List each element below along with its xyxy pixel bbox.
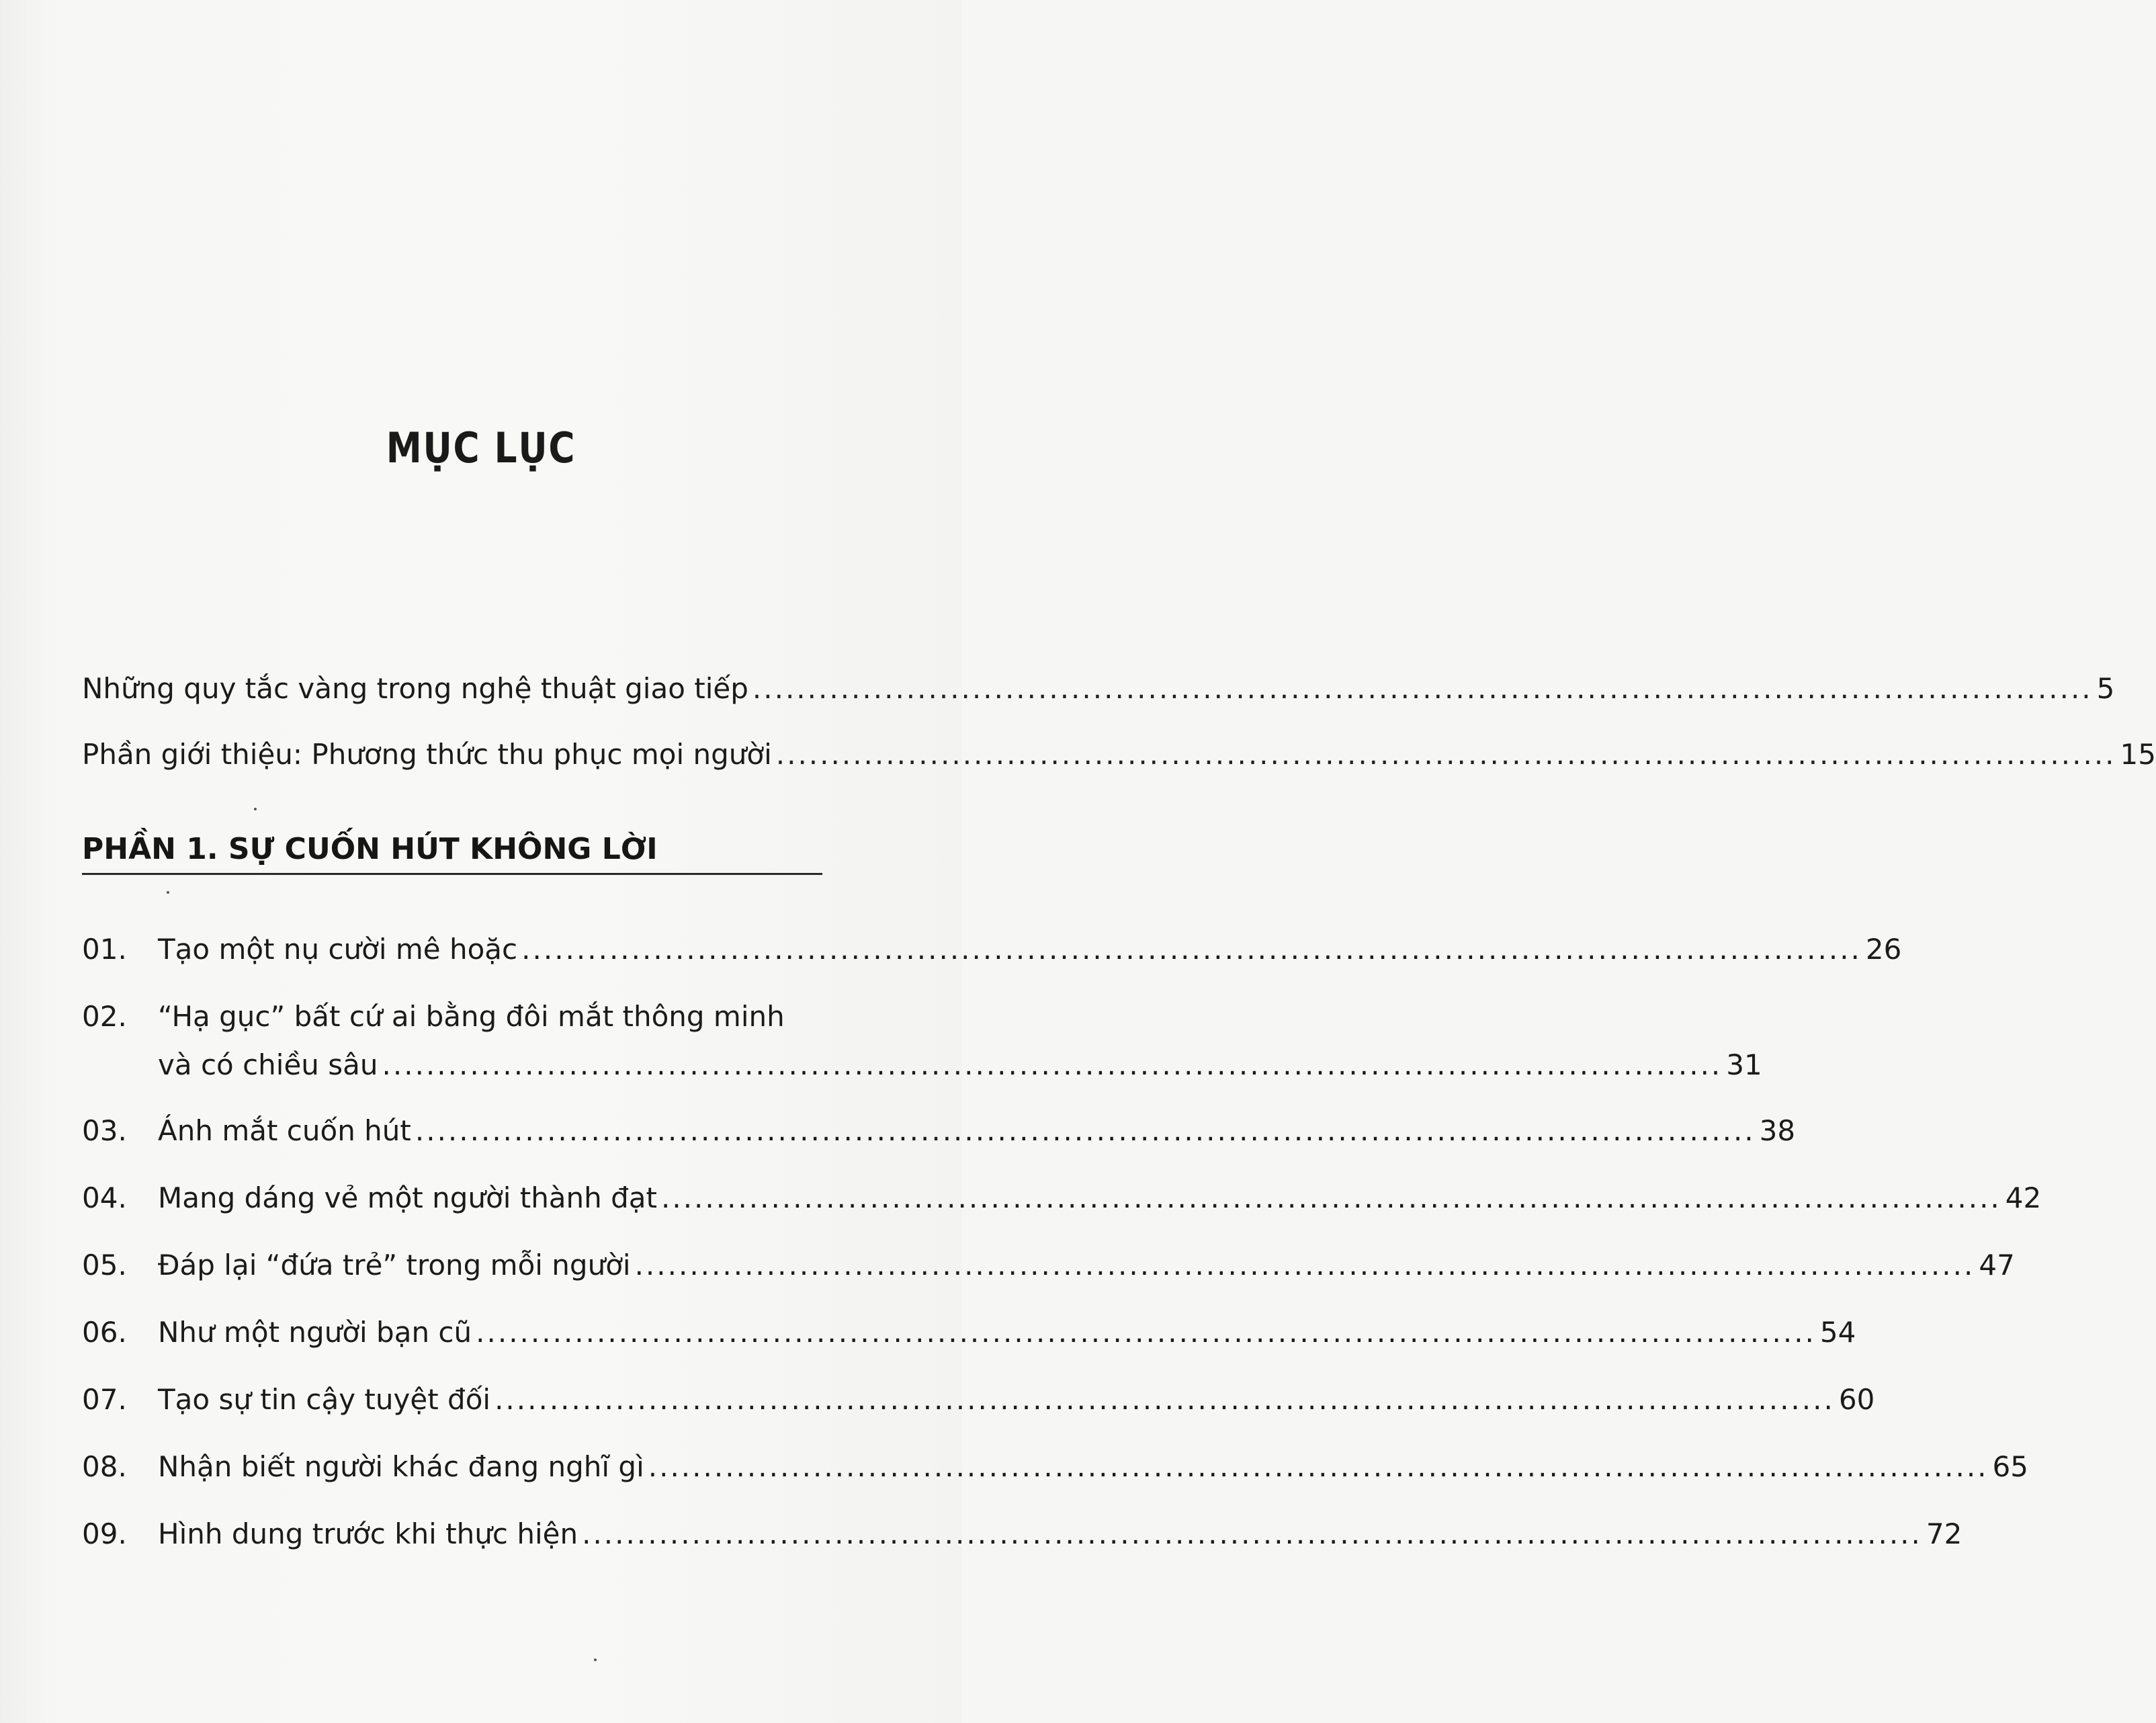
leader-dots: .......................................................................................................................... [648,1450,1989,1483]
toc-page-number: 31 [1726,1048,1762,1081]
toc-entry-number: 06. [82,1316,127,1349]
toc-entry-label: Hình dung trước khi thực hiện [158,1517,578,1550]
toc-entry-number: 04. [82,1181,127,1214]
leader-dots: .......................................................................................................................... [661,1181,2001,1214]
toc-entry-label-line1: “Hạ gục” bất cứ ai bằng đôi mắt thông minh [158,1000,785,1033]
toc-page-number: 38 [1759,1114,1796,1147]
toc-page-number: 72 [1926,1517,1963,1550]
toc-entry-label-line2: và có chiều sâu [158,1048,378,1081]
toc-entry-number: 02. [82,1000,127,1033]
toc-entry-number: 01. [82,933,127,966]
leader-dots: .......................................................................................................................... [775,738,2116,771]
paper-speck [167,891,169,894]
leader-dots: .......................................................................................................................... [382,1048,1723,1081]
toc-entry-number: 09. [82,1517,127,1550]
toc-entry-number: 08. [82,1450,127,1483]
toc-entry-label: Tạo một nụ cười mê hoặc [158,933,518,966]
toc-page-number: 60 [1838,1383,1875,1416]
toc-page-number: 42 [2005,1181,2042,1214]
toc-entry-number: 07. [82,1383,127,1416]
leader-dots: .......................................................................................................................... [494,1383,1835,1416]
toc-entry-label: Tạo sự tin cậy tuyệt đối [158,1383,491,1416]
toc-page-number: 5 [2096,672,2115,705]
toc-entry-number: 03. [82,1114,127,1147]
toc-page-number: 15 [2120,738,2156,771]
leader-dots: .......................................................................................................................... [476,1316,1816,1349]
paper-speck [594,1658,597,1661]
toc-page-number: 47 [1979,1249,2015,1281]
leader-dots: .......................................................................................................................... [415,1114,1756,1147]
paper-speck [254,808,257,810]
toc-intro-preface [82,738,2156,771]
toc-entry-label: Nhận biết người khác đang nghĩ gì [158,1450,644,1483]
toc-page-number: 65 [1992,1450,2028,1483]
toc-entry-label: Mang dáng vẻ một người thành đạt [158,1181,657,1214]
part-heading: PHẦN 1. SỰ CUỐN HÚT KHÔNG LỜI [82,832,822,875]
leader-dots: .......................................................................................................................... [634,1249,1975,1281]
leader-dots: .......................................................................................................................... [521,933,1862,966]
page-title: MỤC LỤC [386,423,576,472]
toc-intro-golden-rules [82,672,2115,705]
toc-entry-label: Những quy tắc vàng trong nghệ thuật giao tiếp [82,672,748,705]
leader-dots: .......................................................................................................................... [582,1517,1922,1550]
toc-entry-label: Như một người bạn cũ [158,1316,472,1349]
toc-page-number: 54 [1819,1316,1856,1349]
toc-entry-number: 05. [82,1249,127,1281]
toc-entry-label: Đáp lại “đứa trẻ” trong mỗi người [158,1249,631,1281]
toc-page-number: 26 [1865,933,1902,966]
toc-entry-label: Ánh mắt cuốn hút [158,1114,411,1147]
toc-entry-label: Phần giới thiệu: Phương thức thu phục mọi người [82,738,772,771]
leader-dots: .......................................................................................................................... [752,672,2093,705]
